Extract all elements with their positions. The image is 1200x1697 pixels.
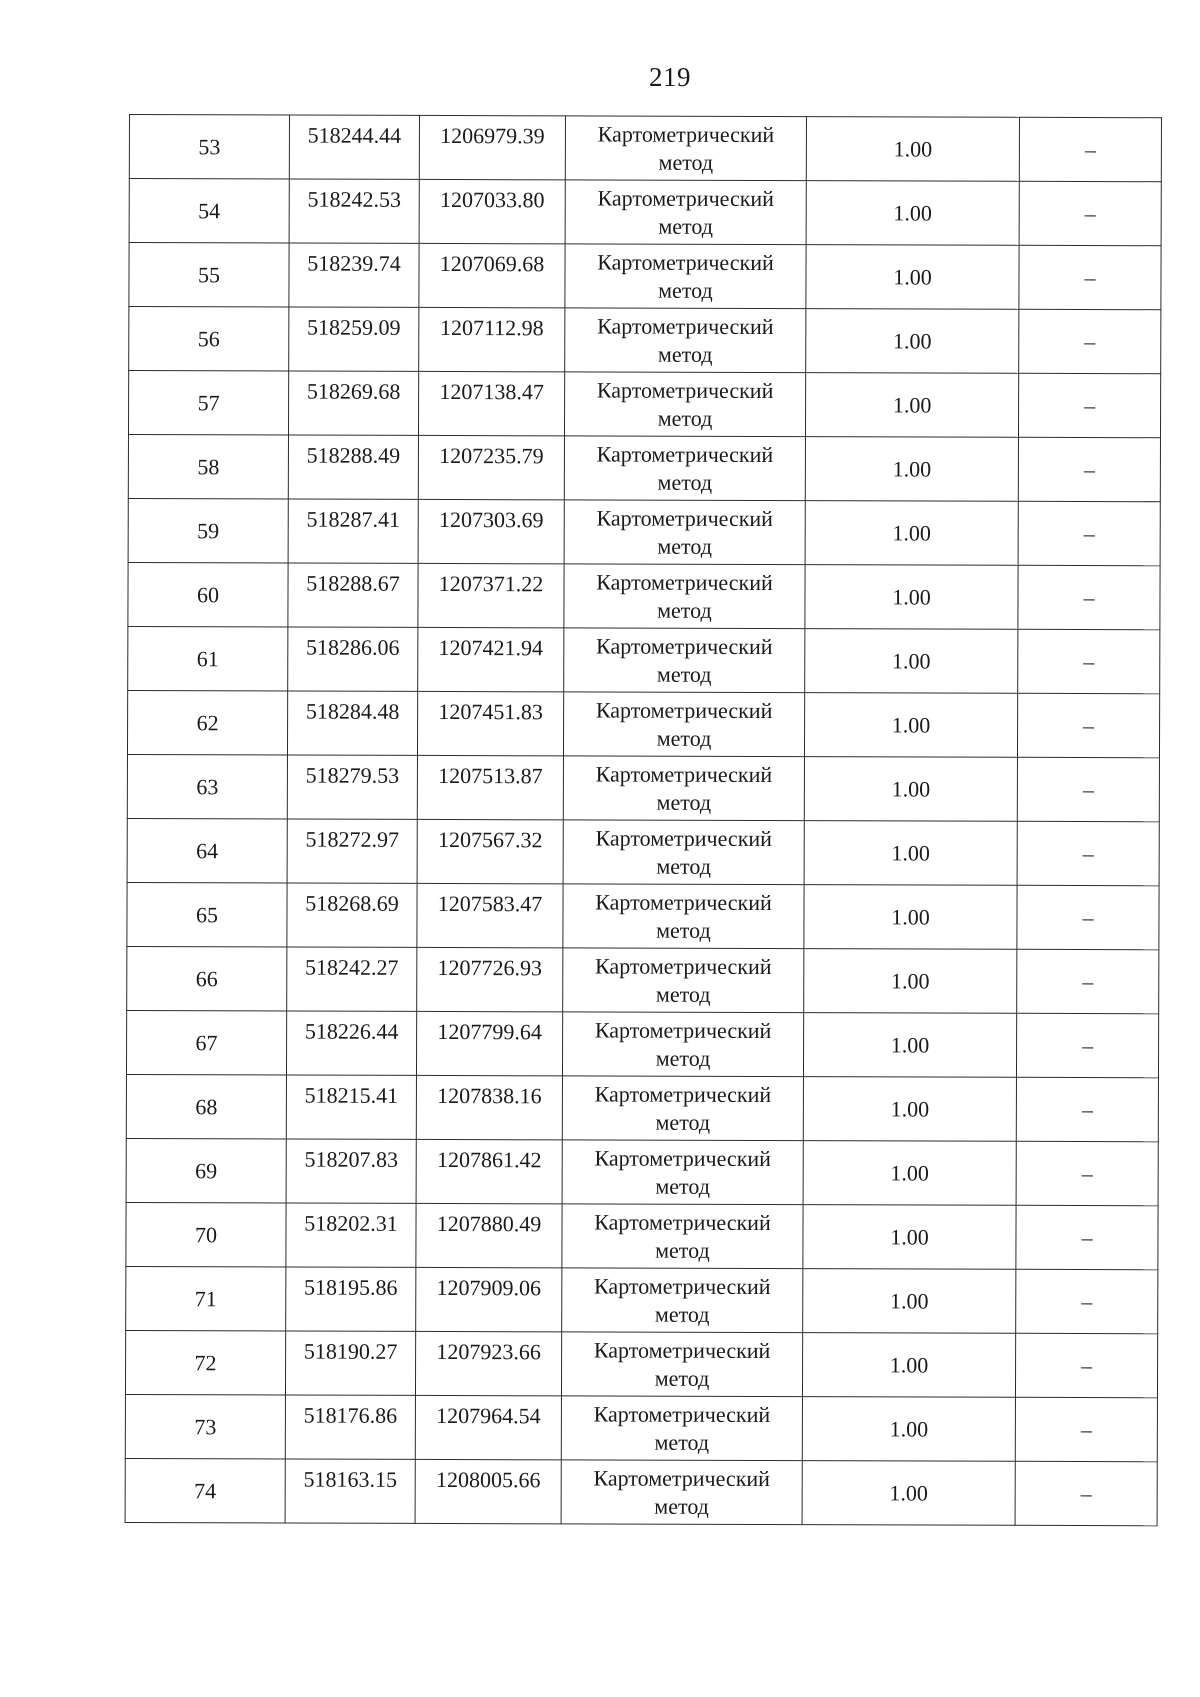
accuracy-cell: 1.00 — [806, 181, 1019, 246]
accuracy-cell: 1.00 — [805, 501, 1018, 566]
point-number-cell: 65 — [127, 882, 287, 947]
method-line-1: Картометрический — [596, 440, 774, 467]
x-coordinate-cell: 518284.48 — [287, 691, 417, 755]
y-coordinate-cell: 1207964.54 — [415, 1395, 561, 1459]
note-cell: – — [1017, 885, 1159, 949]
point-number-cell: 66 — [127, 946, 287, 1011]
x-coordinate-cell: 518286.06 — [288, 627, 418, 691]
accuracy-cell: 1.00 — [803, 1205, 1016, 1270]
point-number-cell: 64 — [127, 818, 287, 883]
method-cell — [564, 628, 805, 693]
note-cell: – — [1015, 1333, 1157, 1397]
method-cell — [564, 500, 805, 565]
method-cell — [564, 436, 805, 501]
point-number-cell: 70 — [126, 1202, 286, 1267]
note-cell: – — [1018, 629, 1160, 693]
method-line-2: метод — [656, 789, 712, 815]
method-line-1: Картометрический — [595, 760, 773, 787]
method-line-1: Картометрический — [597, 312, 774, 339]
method-line-2: метод — [657, 533, 712, 559]
y-coordinate-cell: 1207033.80 — [419, 179, 565, 243]
method-line-2: метод — [657, 341, 713, 367]
point-number-cell: 74 — [125, 1458, 285, 1523]
method-line-1: Картометрический — [594, 1208, 771, 1235]
y-coordinate-cell: 1207838.16 — [416, 1075, 562, 1139]
x-coordinate-cell: 518288.49 — [288, 435, 418, 499]
point-number-cell: 73 — [125, 1394, 285, 1459]
accuracy-cell: 1.00 — [806, 309, 1019, 374]
method-line-2: метод — [656, 917, 711, 943]
x-coordinate-cell: 518269.68 — [288, 371, 418, 435]
y-coordinate-cell: 1207451.83 — [417, 691, 563, 755]
table-row — [127, 754, 1159, 821]
table-row — [128, 498, 1160, 565]
method-line-1: Картометрический — [595, 824, 773, 851]
point-number-cell: 55 — [129, 243, 289, 308]
x-coordinate-cell: 518239.74 — [289, 243, 419, 307]
table-row — [128, 371, 1160, 438]
method-line-1: Картометрический — [593, 1464, 770, 1491]
method-line-2: метод — [658, 213, 713, 239]
method-line-1: Картометрический — [596, 504, 774, 531]
note-cell: – — [1016, 1141, 1158, 1205]
method-line-2: метод — [657, 469, 713, 495]
table-row — [127, 882, 1159, 949]
table-row — [128, 626, 1160, 693]
table-row — [125, 1330, 1157, 1397]
table-row — [126, 1010, 1158, 1077]
method-line-1: Картометрический — [595, 888, 772, 915]
point-number-cell: 60 — [128, 562, 288, 627]
point-number-cell: 69 — [126, 1138, 286, 1203]
method-line-1: Картометрический — [594, 1080, 772, 1107]
method-line-2: метод — [654, 1493, 709, 1519]
accuracy-cell: 1.00 — [803, 1013, 1016, 1078]
table-row — [127, 818, 1159, 885]
method-cell — [563, 820, 804, 885]
method-cell — [565, 244, 806, 309]
method-line-1: Картометрический — [594, 1016, 772, 1043]
table-row — [129, 307, 1161, 374]
note-cell: – — [1016, 1269, 1158, 1333]
x-coordinate-cell: 518244.44 — [289, 115, 419, 179]
x-coordinate-cell: 518268.69 — [287, 883, 417, 947]
accuracy-cell: 1.00 — [802, 1397, 1015, 1462]
x-coordinate-cell: 518190.27 — [285, 1331, 415, 1395]
accuracy-cell: 1.00 — [803, 1077, 1016, 1142]
page-number: 219 — [649, 62, 691, 92]
note-cell: – — [1019, 245, 1161, 309]
method-line-2: метод — [656, 661, 712, 687]
y-coordinate-cell: 1207421.94 — [418, 627, 564, 691]
table-row — [125, 1458, 1157, 1525]
x-coordinate-cell: 518279.53 — [287, 755, 417, 819]
table-row — [126, 1074, 1158, 1141]
note-cell: – — [1018, 373, 1160, 437]
method-line-1: Картометрический — [594, 1272, 771, 1299]
accuracy-cell: 1.00 — [804, 949, 1017, 1014]
x-coordinate-cell: 518287.41 — [288, 499, 418, 563]
method-line-1: Картометрический — [595, 696, 773, 723]
method-line-2: метод — [655, 1109, 711, 1135]
accuracy-cell: 1.00 — [804, 821, 1017, 886]
table-row — [126, 1266, 1158, 1333]
note-cell: – — [1015, 1397, 1157, 1461]
y-coordinate-cell: 1207112.98 — [419, 307, 565, 371]
note-cell: – — [1018, 501, 1160, 565]
y-coordinate-cell: 1207235.79 — [418, 435, 564, 499]
table-row — [129, 115, 1161, 182]
accuracy-cell: 1.00 — [804, 757, 1017, 822]
x-coordinate-cell: 518176.86 — [285, 1395, 415, 1459]
point-number-cell: 71 — [126, 1266, 286, 1331]
accuracy-cell: 1.00 — [805, 437, 1018, 502]
y-coordinate-cell: 1207069.68 — [419, 243, 565, 307]
method-line-1: Картометрический — [597, 120, 775, 147]
method-cell — [562, 1140, 803, 1205]
method-cell — [562, 1012, 803, 1077]
method-cell — [562, 1268, 803, 1333]
y-coordinate-cell: 1207799.64 — [416, 1011, 562, 1075]
point-number-cell: 61 — [128, 626, 288, 691]
method-cell — [561, 1396, 802, 1461]
accuracy-cell: 1.00 — [803, 1269, 1016, 1334]
accuracy-cell: 1.00 — [805, 565, 1018, 630]
note-cell: – — [1019, 181, 1161, 245]
point-number-cell: 62 — [127, 690, 287, 755]
method-cell — [561, 1460, 802, 1525]
note-cell: – — [1017, 949, 1159, 1013]
method-cell — [563, 884, 804, 949]
note-cell: – — [1017, 821, 1159, 885]
method-line-1: Картометрический — [594, 1144, 771, 1171]
table-row — [125, 1394, 1157, 1461]
y-coordinate-cell: 1207513.87 — [417, 755, 563, 819]
accuracy-cell: 1.00 — [802, 1461, 1015, 1526]
method-line-2: метод — [654, 1365, 710, 1391]
y-coordinate-cell: 1206979.39 — [419, 115, 565, 179]
accuracy-cell: 1.00 — [804, 885, 1017, 950]
note-cell: – — [1018, 565, 1160, 629]
method-cell — [561, 1332, 802, 1397]
accuracy-cell: 1.00 — [806, 117, 1019, 182]
method-line-2: метод — [658, 277, 713, 303]
method-line-2: метод — [655, 1237, 710, 1263]
table-row — [126, 1138, 1158, 1205]
method-cell — [563, 948, 804, 1013]
x-coordinate-cell: 518207.83 — [286, 1139, 416, 1203]
method-line-2: метод — [655, 1173, 710, 1199]
point-number-cell: 58 — [128, 435, 288, 500]
x-coordinate-cell: 518202.31 — [286, 1203, 416, 1267]
method-line-2: метод — [654, 1301, 710, 1327]
x-coordinate-cell: 518259.09 — [289, 307, 419, 371]
table-row — [127, 690, 1159, 757]
coordinates-table-body — [125, 115, 1161, 1526]
x-coordinate-cell: 518215.41 — [286, 1075, 416, 1139]
note-cell: – — [1019, 309, 1161, 373]
point-number-cell: 67 — [126, 1010, 286, 1075]
point-number-cell: 57 — [128, 371, 288, 436]
y-coordinate-cell: 1207138.47 — [418, 371, 564, 435]
method-cell — [565, 308, 806, 373]
y-coordinate-cell: 1207726.93 — [417, 947, 563, 1011]
point-number-cell: 59 — [128, 498, 288, 563]
table-row — [127, 946, 1159, 1013]
method-line-1: Картометрический — [596, 632, 773, 659]
note-cell: – — [1017, 757, 1159, 821]
accuracy-cell: 1.00 — [806, 245, 1019, 310]
method-line-2: метод — [658, 149, 714, 175]
y-coordinate-cell: 1207909.06 — [416, 1267, 562, 1331]
note-cell: – — [1016, 1013, 1158, 1077]
method-line-2: метод — [656, 853, 711, 879]
accuracy-cell: 1.00 — [804, 693, 1017, 758]
table-row — [126, 1202, 1158, 1269]
note-cell: – — [1015, 1461, 1157, 1525]
x-coordinate-cell: 518226.44 — [286, 1011, 416, 1075]
method-line-1: Картометрический — [593, 1336, 771, 1363]
note-cell: – — [1018, 437, 1160, 501]
method-line-1: Картометрический — [596, 568, 773, 595]
method-line-1: Картометрический — [595, 952, 772, 979]
y-coordinate-cell: 1207861.42 — [416, 1139, 562, 1203]
x-coordinate-cell: 518288.67 — [288, 563, 418, 627]
y-coordinate-cell: 1207923.66 — [415, 1331, 561, 1395]
method-cell — [565, 116, 806, 181]
method-cell — [564, 372, 805, 437]
table-row — [128, 435, 1160, 502]
accuracy-cell: 1.00 — [803, 1141, 1016, 1206]
y-coordinate-cell: 1208005.66 — [415, 1459, 561, 1523]
accuracy-cell: 1.00 — [805, 629, 1018, 694]
method-line-1: Картометрический — [597, 184, 775, 211]
method-line-2: метод — [657, 405, 713, 431]
method-line-1: Картометрический — [597, 248, 774, 275]
y-coordinate-cell: 1207567.32 — [417, 819, 563, 883]
y-coordinate-cell: 1207583.47 — [417, 883, 563, 947]
method-cell — [564, 564, 805, 629]
table-row — [129, 243, 1161, 310]
method-cell — [563, 692, 804, 757]
method-cell — [563, 756, 804, 821]
table-row — [128, 562, 1160, 629]
y-coordinate-cell: 1207371.22 — [418, 563, 564, 627]
method-line-1: Картометрический — [596, 376, 774, 403]
point-number-cell: 54 — [129, 179, 289, 244]
x-coordinate-cell: 518195.86 — [286, 1267, 416, 1331]
table-row — [129, 179, 1161, 246]
note-cell: – — [1016, 1077, 1158, 1141]
note-cell: – — [1017, 693, 1159, 757]
method-cell — [562, 1076, 803, 1141]
point-number-cell: 63 — [127, 754, 287, 819]
point-number-cell: 53 — [129, 115, 289, 180]
accuracy-cell: 1.00 — [805, 373, 1018, 438]
point-number-cell: 56 — [129, 307, 289, 372]
y-coordinate-cell: 1207303.69 — [418, 499, 564, 563]
x-coordinate-cell: 518242.53 — [289, 179, 419, 243]
method-cell — [565, 180, 806, 245]
method-line-2: метод — [655, 1045, 711, 1071]
accuracy-cell: 1.00 — [802, 1333, 1015, 1398]
point-number-cell: 68 — [126, 1074, 286, 1139]
y-coordinate-cell: 1207880.49 — [416, 1203, 562, 1267]
x-coordinate-cell: 518163.15 — [285, 1459, 415, 1523]
method-line-1: Картометрический — [593, 1400, 771, 1427]
point-number-cell: 72 — [125, 1330, 285, 1395]
method-line-2: метод — [655, 981, 711, 1007]
method-line-2: метод — [657, 597, 712, 623]
x-coordinate-cell: 518272.97 — [287, 819, 417, 883]
method-cell — [562, 1204, 803, 1269]
coordinates-table — [125, 114, 1162, 1526]
x-coordinate-cell: 518242.27 — [287, 947, 417, 1011]
method-line-2: метод — [654, 1429, 710, 1455]
method-line-2: метод — [656, 725, 712, 751]
note-cell: – — [1019, 117, 1161, 181]
note-cell: – — [1016, 1205, 1158, 1269]
